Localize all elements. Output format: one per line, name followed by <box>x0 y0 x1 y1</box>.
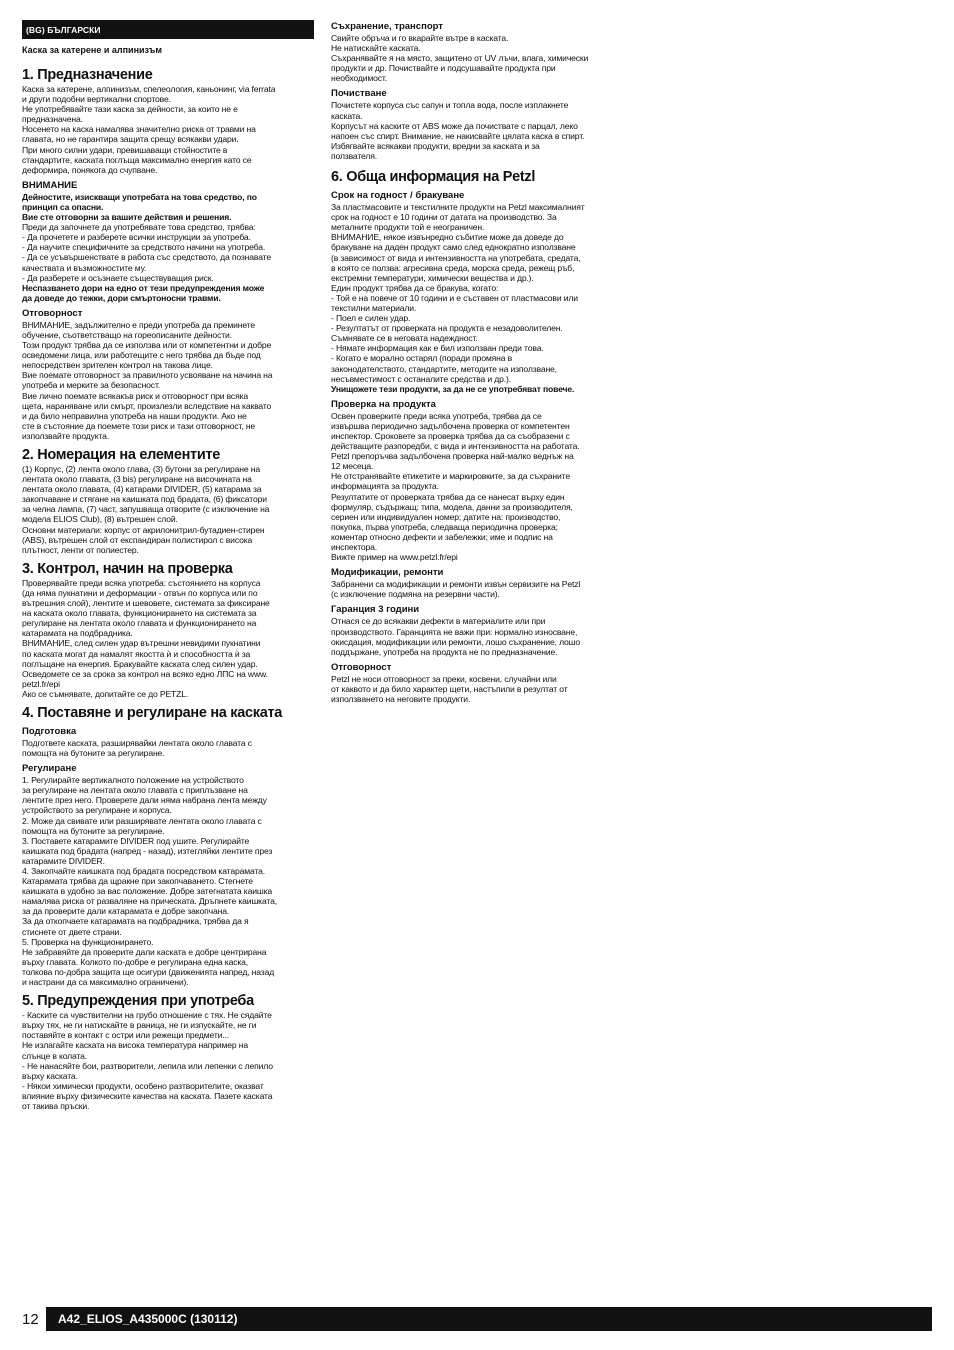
lifetime-bold-text: Унищожете тези продукти, за да не се употребяват повече. <box>331 383 575 394</box>
liability-text: Petzl не носи отговорност за преки, косвени, случайни или от каквото и да било характер щети, настъпили в резултат от използването на неговите продукти. <box>331 673 568 704</box>
document-code: A42_ELIOS_A435000C (130112) <box>46 1307 932 1331</box>
warning-text: Преди да започнете да употребявате това средство, трябва: - Да прочетете и разберете всички инструкции за употреба. - Да научите специфичните за средството начини на употреба. - Да се усъвършенствате в работа със средството, да познавате качествата и възможностите му. - Да разберете и осъзнаете съществуващия риск. <box>22 222 271 283</box>
warning-heading: ВНИМАНИЕ <box>22 179 78 191</box>
page-footer <box>22 1307 932 1331</box>
section-6-title: 6. Обща информация на Petzl <box>331 169 536 186</box>
section-2-title: 2. Номерация на елементите <box>22 447 221 463</box>
lifetime-text: За пластмасовите и текстилните продукти на Petzl максималният срок на годност е 10 години от датата на производство. За металните продукти той е неограничен. ВНИМАНИЕ, някое извънредно събитие може да доведе до бракуване на даден продукт само след еднократно използване (в зависимост от вида и интензивността на употребата, средата, в която се ползва: агресивна среда, морска среда, режещ ръб, екстремни температури, химически вещества и др.). Един продукт трябва да се бракува, когато: - Той е на повече от 10 години и е съставен от пластмасови или текстилни материали. - Поел е силен удар. - Резултатът от проверката на продукта е незадоволителен. Съмнявате се в неговата надеждност. - Нямате информация как е бил използван преди това. - Когато е морално остарял (поради промяна в законодателството, стандартите, методите на използване, несъвместимост с останалите средства и др.). <box>331 202 585 384</box>
left-column <box>22 20 314 1111</box>
section-1-title: 1. Предназначение <box>22 67 153 83</box>
storage-text: Свийте обръча и го вкарайте вътре в каската. Не натискайте каската. Съхранявайте я на място, защитено от UV лъчи, влага, химически продукти и др. Почиствайте и подсушавайте продукта при необходимост. <box>331 33 589 84</box>
modifications-heading: Модификации, ремонти <box>331 567 444 579</box>
liability-heading: Отговорност <box>331 661 392 673</box>
lifetime-heading: Срок на годност / бракуване <box>331 190 465 202</box>
modifications-text: Забранени са модификации и ремонти извън сервизите на Petzl (с изключение подмяна на резервни части). <box>331 579 581 600</box>
preparation-text: Подгответе каската, разширявайки лентата около главата с помощта на бутоните за регулиране. <box>22 737 252 759</box>
storage-heading: Съхранение, транспорт <box>331 21 443 32</box>
page-number: 12 <box>22 1311 39 1328</box>
right-column <box>331 20 623 704</box>
document-title: Каска за катерене и алпинизъм <box>22 45 163 55</box>
warranty-heading: Гаранция 3 години <box>331 604 420 616</box>
section-1-text: Каска за катерене, алпинизъм, спелеология, каньонинг, via ferrata и други подобни вертикални спортове. Не употребявайте тази каска за дейности, за които не е предназначена. Носенето на каска намалява значително риска от травми на главата, но не гарантира защита срещу всякакви удари. При много силни удари, превишаващи стойностите в стандартите, каската поглъща максимално енергия като се деформира, понякога до счупване. <box>22 84 276 175</box>
responsibility-text: ВНИМАНИЕ, задължително е преди употреба да преминете обучение, съответстващо на гореописаните дейности. Този продукт трябва да се използва или от компетентни и добре осведомени лица, или работещите с него трябва да бъде под непосредствен зрителен контрол на такова лице. Вие поемате отговорност за правилното усвояване на начина на употреба и мерките за безопасност. Вие лично поемате всякакъв риск и отговорност при всяка щета, нараняване или смърт, произлезли вследствие на каквато и да било неправилна употреба на наши продукти. Ако не сте в състояние да поемете този риск и тази отговорност, не използвайте продукта. <box>22 319 273 441</box>
section-4-title: 4. Поставяне и регулиране на каската <box>22 704 283 721</box>
section-3-title: 3. Контрол, начин на проверка <box>22 560 233 577</box>
inspection-text: Освен проверките преди всяка употреба, трябва да се извършва периодично задълбочена проверка от компетентен инспектор. Сроковете за проверка трябва да са съобразени с действащите разпоредби, с вида и интензивността на работата. Petzl препоръчва задълбочена проверка най-малко веднъж на 12 месеца. Не отстранявайте етикетите и маркировките, за да съхраните информацията за продукта. Резултатите от проверката трябва да се нанесат върху един формуляр, съдържащ: типа, модела, данни за производителя, сериен или индивидуален номер; датите на: производство, покупка, първа употреба, следваща периодична проверка; коментар относно дефекти и забележки; име и подпис на инспектора. Вижте пример на www.petzl.fr/epi <box>331 410 580 563</box>
inspection-heading: Проверка на продукта <box>331 398 436 410</box>
preparation-heading: Подготовка <box>22 725 77 737</box>
warning-bold-text-2: Неспазването дори на едно от тези предупреждения може да доведе до тежки, дори смъртоносни травми. <box>22 282 265 303</box>
section-3-text: Проверявайте преди всяка употреба: състоянието на корпуса (да няма пукнатини и деформации - отвън по корпуса или по вътрешния слой), лентите и шевовете, системата за фиксиране на каската около главата, функционирането на системата за регулиране на лентата около главата и функционирането на катарамата на подбрадника. ВНИМАНИЕ, след силен удар вътрешни невидими пукнатини по каската могат да намалят якостта ѝ и способността ѝ за поглъщане на енергия. Бракувайте каската след силен удар. Осведомете се за срока за контрол на всяко едно ЛПС на www. petzl.fr/epi Ако се съмнявате, допитайте се до PETZL. <box>22 577 270 699</box>
cleaning-text: Почистете корпуса със сапун и топла вода, после изплакнете каската. Корпусът на каските от ABS може да почиствате с парцал, леко напоен със спирт. Внимание, не накисвайте цялата каска в спирт. Избягвайте всякакви продукти, вредни за каската и за ползвателя. <box>331 100 585 161</box>
adjustment-text: 1. Регулирайте вертикалното положение на устройството за регулиране на лентата около главата с приплъзване на лентите през него. Проверете дали няма набрана лента между устройството за регулиране и корпуса. 2. Може да свивате или разширявате лентата около главата с помощта на бутоните за регулиране. 3. Поставете катарамите DIVIDER под ушите. Регулирайте каишката под брадата (напред - назад), изтегляйки лентите през катарамите DIVIDER. 4. Закопчайте каишката под брадата посредством катарамата. Катарамата трябва да щракне при закопчаването. Стегнете каишката в удобно за вас положение. Добре затегнатата каишка намалява риска от разваляне на прическата. Дръпнете каишката, за да проверите дали катарамата е добре закопчана. За да откопчаете катарамата на подбрадника, трябва да я стиснете от двете страни. 5. Проверка на функционирането. Не забравяйте да проверите дали каската е добре центрирана върху главата. Колкото по-добре е регулирана една каска, толкова по-добра защита ще осигури (движенията напред, назад и настрани да са максимално ограничени). <box>22 775 277 988</box>
language-label: (BG) БЪЛГАРСКИ <box>22 20 314 39</box>
cleaning-heading: Почистване <box>331 88 387 100</box>
warning-bold-text: Дейностите, изискващи употребата на това средство, по принцип са опасни. Вие сте отговорни за вашите действия и решения. <box>22 191 257 223</box>
responsibility-heading: Отговорност <box>22 307 83 319</box>
warranty-text: Отнася се до всякакви дефекти в материалите или при производството. Гаранцията не важи при: нормално износване, окисдация, модификации или ремонти, лошо съхранение, лошо поддържане, употреба на продукта не по предназначение. <box>331 616 581 657</box>
adjustment-heading: Регулиране <box>22 763 77 775</box>
section-5-text: - Каските са чувствителни на грубо отношение с тях. Не сядайте върху тях, не ги натискайте в раница, не ги изпускайте, не ги поставяйте в контакт с остри или режещи предмети... Не излагайте каската на висока температура например на слънце в колата. - Не нанасяйте бои, разтворители, лепила или лепенки с лепило върху каската. - Някои химически продукти, особено разтворителите, оказват влияние върху физическите качества на каската. Пазете каската от такива пръски. <box>22 1010 273 1111</box>
section-2-text: (1) Корпус, (2) лента около глава, (3) бутони за регулиране на лентата около главата, (3 bis) регулиране на височината на лентата около главата, (4) катарами DIVIDER, (5) катарама за закопчаване и стягане на каишката под брадата, (6) фиксатори за челна лампа, (7) част, запушваща отворите (с изключение на модела ELIOS Club), (8) вътрешен слой. Основни материали: корпус от акрилонитрил-бутадиен-стирен (ABS), вътрешен слой от експандиран полистирол с висока плътност, ленти от полиестер. <box>22 464 270 555</box>
section-5-title: 5. Предупреждения при употреба <box>22 993 254 1010</box>
